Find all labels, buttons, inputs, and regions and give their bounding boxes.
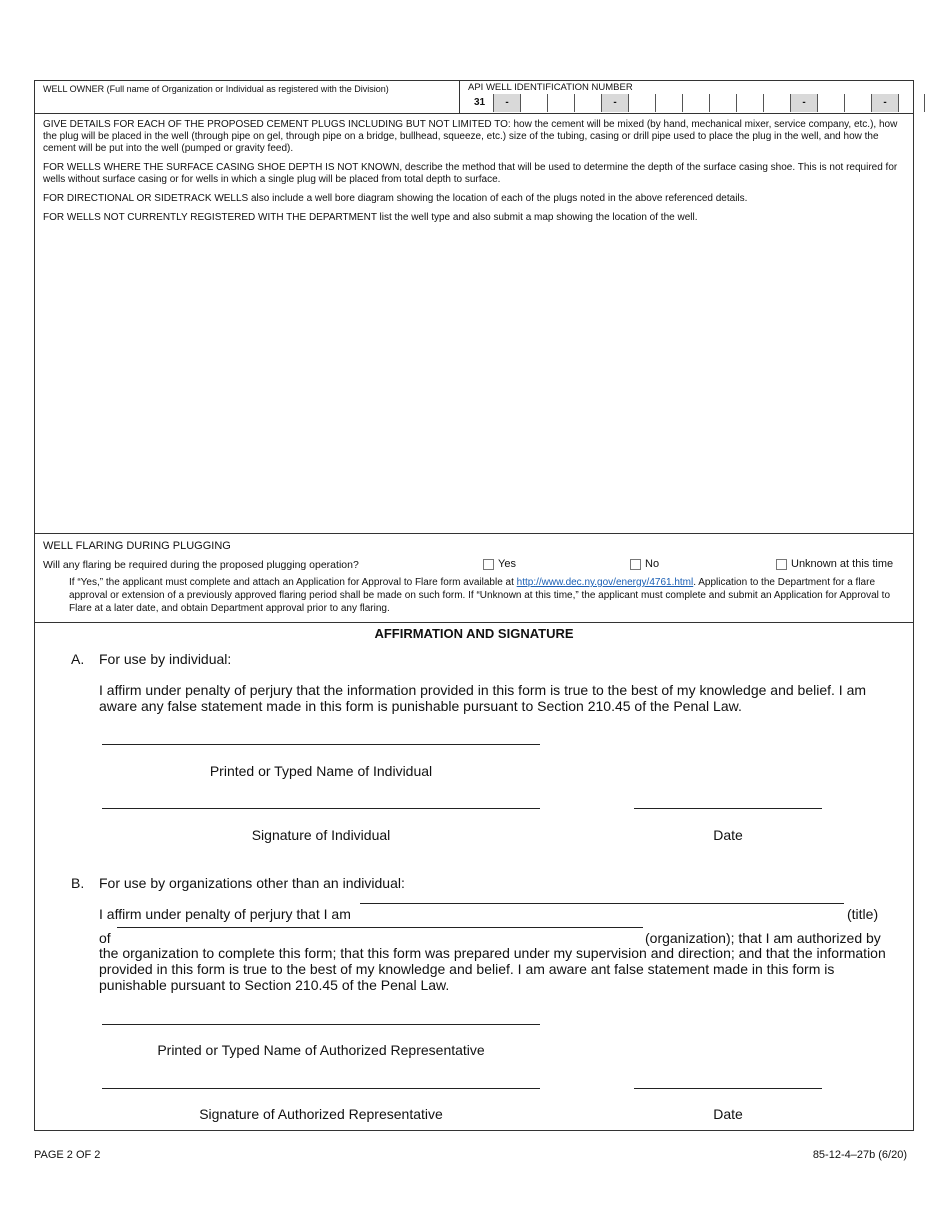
flaring-note-text: If “Yes,” the applicant must complete and attach an Application for Approval to Flare form available at [69,577,517,588]
api-box[interactable] [736,94,763,112]
flaring-option-yes[interactable] [483,558,516,570]
flaring-option-no[interactable] [630,558,659,570]
api-box[interactable] [628,94,655,112]
page-number: PAGE 2 OF 2 [34,1149,101,1161]
checkbox-icon[interactable] [630,559,641,570]
option-label: No [645,558,660,570]
organization-input-line[interactable] [117,927,643,928]
flaring-note-text-end: . Application to the Department for a flare approval or extension of a previously approved flaring period shall be made on such form. If “Unknown at this time,” the applicant must complete and submit an Application for Approval to Flare at a later date, and obtain Department approval prior to any flaring. [69,577,891,614]
section-b-affirmation-text: the organization to complete this form; that this form was prepared under my supervision and direction; and that the information provided in this form is true to the best of my knowledge and belief. I am aware ant false statement made in this form is punishable pursuant to Section 210.45 of the Penal Law. [99,945,886,993]
individual-signature-caption: Signature of Individual [251,827,391,843]
representative-date-line[interactable] [634,1088,822,1089]
individual-signature-line[interactable] [102,808,540,809]
well-flaring-section [35,533,913,623]
api-box-dash: - [871,94,898,112]
api-box[interactable] [709,94,736,112]
api-box-dash: - [601,94,628,112]
option-label: Yes [498,558,516,570]
header-row [35,81,913,114]
individual-date-caption: Date [713,827,743,843]
organization-line-label: of [99,930,111,946]
plug-details-instructions[interactable] [43,119,903,231]
api-box[interactable] [574,94,601,112]
individual-date-line[interactable] [634,808,822,809]
individual-name-line[interactable] [102,744,540,745]
api-box[interactable] [655,94,682,112]
api-number-label: API WELL IDENTIFICATION NUMBER [468,82,633,93]
api-number-field[interactable] [459,81,914,113]
api-box[interactable] [817,94,844,112]
api-box[interactable] [547,94,574,112]
instruction-cement-plugs: GIVE DETAILS FOR EACH OF THE PROPOSED CEMENT PLUGS INCLUDING BUT NOT LIMITED TO: how the cement will be mixed (by hand, mechanical mixer, service company, etc.), how the plug will be placed in the well (through pipe on gel, through pipe on a bridge, bullhead, squeeze, etc.) size of the tubing, casing or drill pipe used to place the plug in the well, and how the cement will be put into the well (pumped or gravity feed). [43,119,898,154]
representative-name-line[interactable] [102,1024,540,1025]
option-label: Unknown at this time [791,558,894,570]
flaring-question: Will any flaring be required during the proposed plugging operation? [43,559,359,571]
form-number: 85-12-4–27b (6/20) [812,1149,907,1161]
api-box: 31 [473,97,486,108]
organization-suffix: (organization); that I am authorized by [645,930,881,946]
representative-signature-caption: Signature of Authorized Representative [199,1106,443,1122]
api-box[interactable] [520,94,547,112]
flaring-option-unknown[interactable] [776,558,893,570]
instruction-directional-wells: FOR DIRECTIONAL OR SIDETRACK WELLS also include a well bore diagram showing the location of each of the plugs noted in the above referenced details. [43,193,748,204]
api-box[interactable] [898,94,925,112]
flaring-note [69,576,904,615]
checkbox-icon[interactable] [776,559,787,570]
section-a-heading: For use by individual: [99,651,232,667]
title-input-line[interactable] [360,903,844,904]
individual-name-caption: Printed or Typed Name of Individual [209,763,433,779]
section-b-heading: For use by organizations other than an individual: [99,875,405,891]
representative-signature-line[interactable] [102,1088,540,1089]
api-box[interactable] [682,94,709,112]
representative-name-caption: Printed or Typed Name of Authorized Representative [157,1042,485,1058]
api-number-boxes [466,94,925,112]
well-owner-label: WELL OWNER (Full name of Organization or Individual as registered with the Division) [43,84,389,94]
representative-date-caption: Date [713,1106,743,1122]
form-page [34,80,914,1131]
section-a-affirmation-text: I affirm under penalty of perjury that the information provided in this form is true to the best of my knowledge and belief. I am aware any false statement made in this form is punishable pursuant to Section 210.45 of the Penal Law. [99,682,867,714]
section-a-letter: A. [71,651,85,667]
affirmation-title: AFFIRMATION AND SIGNATURE [374,626,574,641]
title-line-label: I affirm under penalty of perjury that I am [99,906,351,922]
section-b-letter: B. [71,875,85,891]
instruction-casing-shoe: FOR WELLS WHERE THE SURFACE CASING SHOE DEPTH IS NOT KNOWN, describe the method that will be used to determine the depth of the surface casing shoe. This is not required for wells without surface casing or for wells in which a single plug will be placed from total depth to surface. [43,162,898,185]
title-suffix: (title) [847,906,879,922]
api-box-dash: - [493,94,520,112]
flare-form-link[interactable]: http://www.dec.ny.gov/energy/4761.html [516,577,694,588]
api-box[interactable] [763,94,790,112]
api-box-dash: - [790,94,817,112]
checkbox-icon[interactable] [483,559,494,570]
flaring-title: WELL FLARING DURING PLUGGING [43,540,231,552]
instruction-unregistered-wells: FOR WELLS NOT CURRENTLY REGISTERED WITH THE DEPARTMENT list the well type and also submit a map showing the location of the well. [43,212,698,223]
api-box[interactable] [844,94,871,112]
